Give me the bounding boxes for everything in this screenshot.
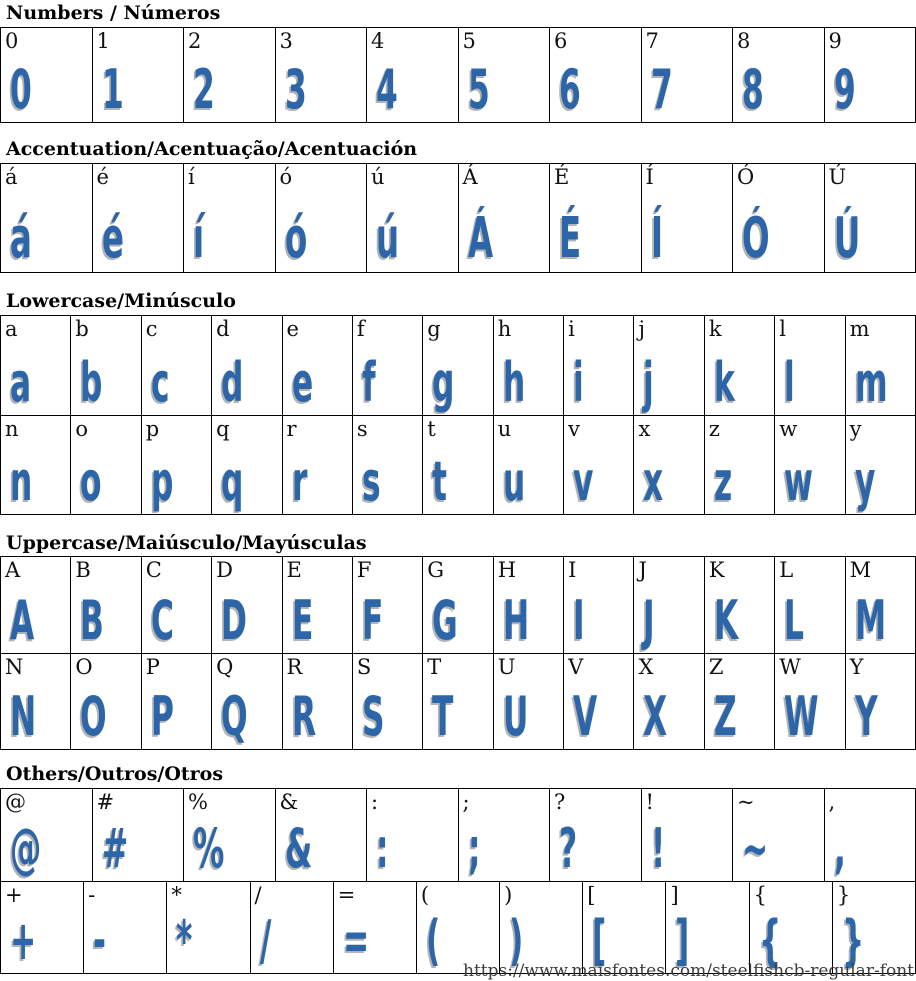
glyph-label: á bbox=[5, 164, 18, 189]
glyph-display: I bbox=[573, 589, 585, 653]
glyph-display: , bbox=[833, 817, 846, 881]
glyph-cell bbox=[333, 881, 416, 973]
glyph-display: # bbox=[101, 817, 128, 881]
glyph-cell bbox=[499, 881, 582, 973]
glyph-label: d bbox=[216, 316, 230, 341]
glyph-cell bbox=[563, 415, 633, 514]
glyph-label: Ú bbox=[828, 164, 847, 189]
glyph-label: J bbox=[638, 558, 647, 583]
glyph-label: # bbox=[96, 790, 115, 815]
glyph-display: [ bbox=[592, 909, 607, 973]
glyph-label: I bbox=[568, 558, 577, 583]
glyph-display: + bbox=[10, 909, 37, 973]
glyph-display: e bbox=[291, 350, 313, 414]
glyph-label: Y bbox=[849, 655, 864, 680]
glyph-label: b bbox=[75, 316, 89, 341]
glyph-cell bbox=[422, 415, 492, 514]
glyph-cell bbox=[352, 315, 422, 415]
glyph-label: Z bbox=[708, 655, 724, 680]
glyph-label: 0 bbox=[5, 28, 19, 53]
glyph-display: } bbox=[841, 909, 865, 973]
section-title: Accentuation/Acentuação/Acentuación bbox=[6, 137, 418, 160]
glyph-cell bbox=[141, 315, 211, 415]
glyph-cell bbox=[665, 881, 748, 973]
glyph-label: p bbox=[145, 416, 160, 441]
glyph-cell bbox=[732, 163, 824, 272]
glyph-label: 1 bbox=[96, 28, 110, 53]
glyph-label: 5 bbox=[462, 28, 476, 53]
glyph-display: P bbox=[150, 685, 174, 749]
glyph-cell bbox=[704, 556, 774, 653]
glyph-cell bbox=[845, 415, 915, 514]
glyph-display: k bbox=[713, 350, 735, 414]
glyph-cell bbox=[70, 556, 140, 653]
glyph-display: c bbox=[150, 350, 170, 414]
glyph-label: E bbox=[286, 558, 302, 583]
glyph-display: w bbox=[784, 449, 814, 513]
glyph-label: R bbox=[286, 655, 303, 680]
glyph-cell bbox=[282, 556, 352, 653]
glyph-display: q bbox=[221, 449, 244, 513]
glyph-label: m bbox=[849, 316, 870, 341]
glyph-display: * bbox=[176, 909, 193, 973]
glyph-label: W bbox=[779, 655, 801, 680]
glyph-label: f bbox=[356, 316, 365, 341]
glyph-display: í bbox=[193, 205, 205, 271]
glyph-display: b bbox=[80, 350, 103, 414]
glyph-cell bbox=[493, 315, 563, 415]
section-others bbox=[0, 761, 916, 974]
glyph-label: í bbox=[188, 164, 195, 189]
glyph-label: X bbox=[638, 655, 654, 680]
glyph-cell bbox=[70, 315, 140, 415]
glyph-cell bbox=[183, 788, 275, 881]
section-title: Uppercase/Maiúsculo/Mayúsculas bbox=[6, 531, 367, 554]
glyph-cell bbox=[92, 788, 184, 881]
section-title: Others/Outros/Otros bbox=[6, 763, 224, 786]
glyph-label: g bbox=[427, 316, 441, 341]
glyph-display: { bbox=[758, 909, 781, 973]
glyph-display: B bbox=[80, 589, 105, 653]
glyph-label: M bbox=[849, 558, 872, 583]
glyph-cell bbox=[0, 556, 70, 653]
glyph-cell bbox=[0, 415, 70, 514]
glyph-cell bbox=[824, 163, 916, 272]
glyph-label: { bbox=[753, 883, 767, 908]
glyph-display: ) bbox=[509, 909, 524, 973]
glyph-display: K bbox=[713, 589, 739, 653]
glyph-cell bbox=[563, 653, 633, 749]
glyph-label: K bbox=[708, 558, 725, 583]
glyph-cell bbox=[0, 27, 92, 122]
glyph-cell bbox=[275, 788, 367, 881]
glyph-label: q bbox=[216, 416, 230, 441]
glyph-display: 1 bbox=[101, 57, 124, 121]
glyph-display: ! bbox=[650, 817, 665, 881]
glyph-display: V bbox=[573, 685, 598, 749]
glyph-cell bbox=[704, 415, 774, 514]
glyph-display: z bbox=[713, 449, 733, 513]
glyph-label: n bbox=[5, 416, 19, 441]
glyph-display: = bbox=[342, 909, 369, 973]
glyph-cell bbox=[549, 27, 641, 122]
glyph-cell bbox=[845, 315, 915, 415]
glyph-display: - bbox=[93, 909, 107, 973]
glyph-display: t bbox=[432, 449, 448, 513]
glyph-cell bbox=[92, 27, 184, 122]
glyph-label: ( bbox=[420, 883, 430, 908]
glyph-cell bbox=[0, 315, 70, 415]
glyph-display: U bbox=[502, 685, 529, 749]
glyph-cell bbox=[824, 27, 916, 122]
glyph-cell bbox=[352, 653, 422, 749]
glyph-label: U bbox=[497, 655, 516, 680]
glyph-cell bbox=[211, 415, 281, 514]
glyph-cell bbox=[732, 788, 824, 881]
glyph-label: 9 bbox=[828, 28, 842, 53]
glyph-display: ó bbox=[284, 205, 307, 271]
glyph-cell bbox=[493, 556, 563, 653]
glyph-display: j bbox=[643, 350, 655, 414]
glyph-label: ? bbox=[554, 790, 566, 815]
glyph-label: w bbox=[779, 416, 798, 441]
glyph-display: h bbox=[502, 350, 525, 414]
glyph-label: D bbox=[216, 558, 233, 583]
glyph-display: ~ bbox=[742, 817, 769, 881]
glyph-display: X bbox=[643, 685, 668, 749]
glyph-label: + bbox=[5, 883, 23, 908]
glyph-display: n bbox=[10, 449, 33, 513]
glyph-cell bbox=[422, 556, 492, 653]
glyph-label: T bbox=[427, 655, 442, 680]
glyph-label: B bbox=[75, 558, 91, 583]
glyph-label: i bbox=[568, 316, 575, 341]
glyph-cell bbox=[211, 315, 281, 415]
glyph-cell bbox=[250, 881, 333, 973]
glyph-label: & bbox=[279, 790, 299, 815]
glyph-label: / bbox=[254, 883, 262, 908]
section-uppercase bbox=[0, 530, 916, 751]
glyph-display: 2 bbox=[193, 57, 215, 121]
glyph-label: 2 bbox=[188, 28, 202, 53]
glyph-display: s bbox=[361, 449, 381, 513]
glyph-label: x bbox=[638, 416, 651, 441]
glyph-label: ó bbox=[279, 164, 293, 189]
glyph-label: @ bbox=[5, 790, 26, 815]
glyph-label: = bbox=[337, 883, 356, 908]
glyph-cell bbox=[704, 315, 774, 415]
glyph-display: T bbox=[432, 685, 454, 749]
glyph-cell bbox=[183, 163, 275, 272]
glyph-label: ú bbox=[371, 164, 385, 189]
section-title: Numbers / Números bbox=[6, 2, 221, 24]
glyph-display: ; bbox=[467, 817, 481, 881]
glyph-cell bbox=[0, 653, 70, 749]
glyph-display: F bbox=[361, 589, 384, 653]
glyph-cell bbox=[0, 881, 83, 973]
glyph-row bbox=[0, 653, 916, 750]
glyph-display: W bbox=[784, 685, 819, 749]
glyph-display: 5 bbox=[467, 57, 490, 121]
glyph-cell bbox=[422, 653, 492, 749]
glyph-label: k bbox=[708, 316, 722, 341]
glyph-cell bbox=[83, 881, 166, 973]
glyph-cell bbox=[732, 27, 824, 122]
glyph-cell bbox=[845, 556, 915, 653]
glyph-display: 4 bbox=[376, 57, 398, 121]
glyph-cell bbox=[641, 163, 733, 272]
glyph-label: H bbox=[497, 558, 517, 583]
glyph-label: é bbox=[96, 164, 109, 189]
glyph-display: ( bbox=[425, 909, 441, 973]
glyph-label: s bbox=[356, 416, 368, 441]
glyph-cell bbox=[70, 653, 140, 749]
glyph-display: C bbox=[150, 589, 174, 653]
glyph-display: / bbox=[259, 909, 271, 973]
glyph-cell bbox=[641, 788, 733, 881]
glyph-display: 8 bbox=[742, 57, 764, 121]
glyph-cell bbox=[633, 415, 703, 514]
glyph-display: S bbox=[361, 685, 385, 749]
glyph-display: ? bbox=[559, 817, 578, 881]
glyph-display: L bbox=[784, 589, 805, 653]
glyph-display: 0 bbox=[10, 57, 32, 121]
glyph-cell bbox=[211, 556, 281, 653]
glyph-cell bbox=[845, 653, 915, 749]
glyph-cell bbox=[70, 415, 140, 514]
glyph-display: á bbox=[10, 205, 32, 271]
glyph-cell bbox=[141, 415, 211, 514]
glyph-display: f bbox=[361, 350, 376, 414]
glyph-label: } bbox=[836, 883, 851, 908]
glyph-row bbox=[0, 415, 916, 515]
glyph-label: V bbox=[568, 655, 584, 680]
glyph-display: 7 bbox=[650, 57, 673, 121]
glyph-label: O bbox=[75, 655, 93, 680]
glyph-label: ; bbox=[462, 790, 470, 815]
glyph-label: ] bbox=[670, 883, 679, 908]
glyph-cell bbox=[774, 315, 844, 415]
glyph-label: 4 bbox=[371, 28, 385, 53]
glyph-label: * bbox=[171, 883, 182, 908]
glyph-cell bbox=[749, 881, 832, 973]
glyph-label: Í bbox=[645, 164, 654, 189]
glyph-display: Á bbox=[467, 205, 493, 271]
glyph-label: ) bbox=[504, 883, 513, 908]
glyph-cell bbox=[166, 881, 249, 973]
glyph-cell bbox=[183, 27, 275, 122]
glyph-display: G bbox=[432, 589, 459, 653]
glyph-label: ~ bbox=[737, 790, 755, 815]
glyph-display: Y bbox=[854, 685, 878, 749]
glyph-cell bbox=[563, 556, 633, 653]
glyph-display: ] bbox=[675, 909, 690, 973]
glyph-cell bbox=[275, 163, 367, 272]
glyph-cell bbox=[563, 315, 633, 415]
glyph-label: Q bbox=[216, 655, 234, 680]
glyph-label: % bbox=[188, 790, 208, 815]
glyph-display: J bbox=[643, 589, 656, 653]
glyph-row bbox=[0, 556, 916, 653]
glyph-label: a bbox=[5, 316, 18, 341]
glyph-label: C bbox=[145, 558, 162, 583]
section-numbers bbox=[0, 0, 916, 123]
glyph-display: x bbox=[643, 449, 664, 513]
glyph-cell bbox=[0, 163, 92, 272]
glyph-cell bbox=[366, 788, 458, 881]
glyph-display: r bbox=[291, 449, 307, 513]
glyph-cell bbox=[774, 653, 844, 749]
glyph-label: t bbox=[427, 416, 436, 441]
glyph-label: S bbox=[356, 655, 372, 680]
glyph-display: g bbox=[432, 350, 455, 414]
glyph-cell bbox=[352, 415, 422, 514]
glyph-display: @ bbox=[10, 817, 42, 881]
glyph-label: A bbox=[5, 558, 21, 583]
glyph-display: N bbox=[10, 685, 37, 749]
glyph-cell bbox=[704, 653, 774, 749]
source-url-link[interactable]: https://www.maisfontes.com/steelfishcb-regular-font bbox=[463, 961, 914, 981]
glyph-display: o bbox=[80, 449, 102, 513]
glyph-display: u bbox=[502, 449, 525, 513]
glyph-cell bbox=[282, 653, 352, 749]
glyph-cell bbox=[282, 415, 352, 514]
glyph-display: ú bbox=[376, 205, 400, 271]
glyph-cell bbox=[141, 556, 211, 653]
glyph-cell bbox=[366, 27, 458, 122]
glyph-row bbox=[0, 163, 916, 273]
glyph-row bbox=[0, 27, 916, 123]
glyph-cell bbox=[633, 556, 703, 653]
glyph-cell bbox=[141, 653, 211, 749]
glyph-cell bbox=[275, 27, 367, 122]
section-lowercase bbox=[0, 288, 916, 515]
glyph-display: Ó bbox=[742, 205, 770, 271]
glyph-display: : bbox=[376, 817, 389, 881]
glyph-label: z bbox=[708, 416, 720, 441]
glyph-cell bbox=[211, 653, 281, 749]
glyph-label: h bbox=[497, 316, 512, 341]
glyph-display: 3 bbox=[284, 57, 307, 121]
glyph-display: Z bbox=[713, 685, 737, 749]
glyph-label: u bbox=[497, 416, 512, 441]
glyph-cell bbox=[633, 653, 703, 749]
glyph-label: ! bbox=[645, 790, 654, 815]
glyph-cell bbox=[493, 653, 563, 749]
glyph-display: y bbox=[854, 449, 876, 513]
glyph-label: j bbox=[638, 316, 645, 341]
glyph-label: L bbox=[779, 558, 794, 583]
glyph-cell bbox=[774, 556, 844, 653]
glyph-cell bbox=[458, 788, 550, 881]
glyph-display: v bbox=[573, 449, 594, 513]
glyph-display: l bbox=[784, 350, 795, 414]
glyph-display: O bbox=[80, 685, 108, 749]
section-title: Lowercase/Minúsculo bbox=[6, 289, 236, 312]
glyph-display: Q bbox=[221, 685, 248, 749]
glyph-cell bbox=[352, 556, 422, 653]
glyph-cell bbox=[493, 415, 563, 514]
glyph-label: : bbox=[371, 790, 379, 815]
glyph-cell bbox=[774, 415, 844, 514]
glyph-label: P bbox=[145, 655, 160, 680]
glyph-display: p bbox=[150, 449, 174, 513]
glyph-cell bbox=[422, 315, 492, 415]
glyph-label: G bbox=[427, 558, 445, 583]
glyph-label: 6 bbox=[554, 28, 568, 53]
glyph-display: E bbox=[291, 589, 313, 653]
glyph-label: l bbox=[779, 316, 786, 341]
glyph-label: y bbox=[849, 416, 862, 441]
glyph-row bbox=[0, 315, 916, 415]
glyph-display: & bbox=[284, 817, 312, 881]
glyph-cell bbox=[282, 315, 352, 415]
glyph-cell bbox=[824, 788, 916, 881]
glyph-display: d bbox=[221, 350, 244, 414]
glyph-label: o bbox=[75, 416, 89, 441]
glyph-label: N bbox=[5, 655, 24, 680]
glyph-label: [ bbox=[587, 883, 596, 908]
glyph-cell bbox=[549, 788, 641, 881]
section-accentuation bbox=[0, 136, 916, 273]
glyph-cell bbox=[633, 315, 703, 415]
glyph-display: Í bbox=[650, 205, 663, 271]
glyph-cell bbox=[582, 881, 665, 973]
glyph-display: % bbox=[193, 817, 225, 881]
glyph-label: F bbox=[356, 558, 372, 583]
glyph-display: 9 bbox=[833, 57, 856, 121]
glyph-label: c bbox=[145, 316, 158, 341]
glyph-display: i bbox=[573, 350, 584, 414]
glyph-label: É bbox=[554, 164, 570, 189]
glyph-label: - bbox=[88, 883, 96, 908]
glyph-cell bbox=[458, 27, 550, 122]
glyph-cell bbox=[832, 881, 915, 973]
glyph-row bbox=[0, 788, 916, 881]
glyph-display: Ú bbox=[833, 205, 860, 271]
glyph-display: é bbox=[101, 205, 124, 271]
glyph-cell bbox=[641, 27, 733, 122]
glyph-display: 6 bbox=[559, 57, 581, 121]
glyph-label: Á bbox=[462, 164, 478, 189]
glyph-label: 7 bbox=[645, 28, 659, 53]
glyph-cell bbox=[458, 163, 550, 272]
glyph-display: É bbox=[559, 205, 582, 271]
glyph-label: v bbox=[568, 416, 580, 441]
glyph-label: Ó bbox=[737, 164, 755, 189]
glyph-cell bbox=[92, 163, 184, 272]
glyph-label: 3 bbox=[279, 28, 293, 53]
glyph-label: e bbox=[286, 316, 299, 341]
glyph-display: M bbox=[854, 589, 886, 653]
glyph-display: D bbox=[221, 589, 248, 653]
glyph-display: a bbox=[10, 350, 32, 414]
glyph-display: H bbox=[502, 589, 529, 653]
glyph-cell bbox=[366, 163, 458, 272]
glyph-cell bbox=[416, 881, 499, 973]
glyph-cell bbox=[0, 788, 92, 881]
glyph-display: R bbox=[291, 685, 316, 749]
glyph-cell bbox=[549, 163, 641, 272]
glyph-label: , bbox=[828, 790, 836, 815]
glyph-display: m bbox=[854, 350, 888, 414]
glyph-display: A bbox=[10, 589, 35, 653]
glyph-label: 8 bbox=[737, 28, 751, 53]
glyph-label: r bbox=[286, 416, 297, 441]
